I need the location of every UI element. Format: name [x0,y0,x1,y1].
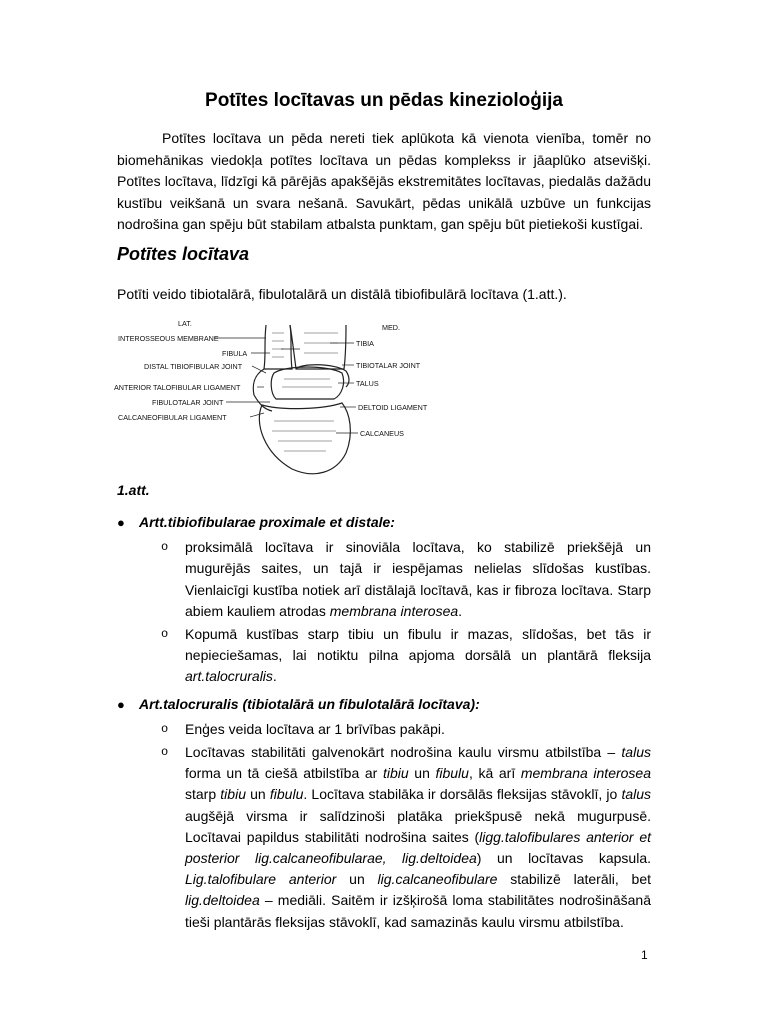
label-tibia: TIBIA [356,339,374,348]
text-run-italic: fibulu [435,765,469,782]
text-run-italic: lig.deltoidea [185,892,260,909]
list-heading: Artt.tibiofibularae proximale et distale: [139,514,395,530]
figure-caption: 1.att. [117,482,150,498]
ankle-anatomy-figure [114,313,428,478]
label-fibulotalar: FIBULOTALAR JOINT [152,398,224,407]
text-run-italic: lig.calcaneofibulare [377,871,498,888]
sub-bullet-icon: o [161,627,169,642]
text-run: un [336,871,378,888]
text-run-italic: talus [621,744,651,761]
sub-list-item [139,537,651,622]
text-run: . Locītava stabilāka ir dorsālās fleksijas stāvoklī, jo [303,786,622,803]
text-run: augšējā virsma ir salīdzinoši platāka priekšpusē nekā mugurpusē. Locītavai papildus stabilitāti nodrošina saites ( [185,807,651,845]
text-run-italic: tibiu [220,786,246,803]
intro-paragraph: Potītes locītava un pēda nereti tiek aplūkota kā vienota vienība, tomēr no biomehānikas viedokļa potītes locītava un pēdas komplekss ir jāaplūko atsevišķi. Potītes locītava, līdzīgi kā pārējās apakšējās ekstremitātes locītavas, piedalās dažādu kustību veikšanā un svara nešanā. Savukārt, pēdas unikālā uzbūve un funkcijas nodrošina gan spēju būt stabilam atbalsta punktam, gan spēju būt pietiekoši kustīgai. [117,130,651,232]
sub-list-item [139,624,651,688]
list-item [117,694,651,933]
text-run: , kā arī [468,765,521,782]
sub-bullet-icon: o [161,540,169,555]
text-run: . [272,668,277,685]
talus-shape [271,367,343,399]
text-run-italic: membrana interosea [520,765,651,782]
text-run-italic: Lig.talofibulare anterior [185,871,337,888]
sub-bullet-icon: o [161,721,169,736]
document-title: Potītes locītavas un pēdas kinezioloģija [205,90,563,111]
section-intro: Potīti veido tibiotalārā, fibulotalārā un distālā tibiofibulārā locītava (1.att.). [117,286,567,302]
label-med: MED. [382,323,400,332]
text-run-italic: art.talocruralis [185,668,273,685]
text-run-italic: ligg.talofibulares anterior et posterior lig.calcaneofibularae, lig.deltoidea [185,828,651,867]
section-heading: Potītes locītava [117,244,250,264]
text-run: un [408,765,436,782]
label-fibula: FIBULA [222,349,248,358]
bullet-list [117,512,651,939]
sub-list [139,719,651,933]
text-run-italic: talus [621,786,652,803]
ankle-diagram [114,313,428,478]
label-ant-talofib: ANTERIOR TALOFIBULAR LIGAMENT [114,383,241,392]
calcaneus-shape [259,403,350,474]
text-run: stabilizē laterāli, bet [497,871,652,888]
sub-bullet-icon: o [161,745,169,760]
text-run: – mediāli. Saitēm ir izšķirošā loma stabilitātes nodrošināšanā tieši plantārās fleksijas stāvoklī, kad samazinās kaulu virsmu atbilstība. [185,892,651,930]
sub-list-item [139,719,651,740]
label-deltoid: DELTOID LIGAMENT [358,403,428,412]
list-heading: Art.talocruralis (tibiotalārā un fibulotalārā locītava): [139,695,480,712]
list-item [117,512,651,688]
label-calcaneus: CALCANEUS [360,429,404,438]
text-run: ) un locītavas kapsula. [476,850,651,867]
text-run: Locītavas stabilitāti galvenokārt nodrošina kaulu virsmu atbilstība – [185,744,622,761]
text-run: Kopumā kustības starp tibiu un fibulu ir mazas, slīdošas, bet tās ir nepieciešamas, lai notiktu pilna apjoma dorsālā un plantārā fleksija [185,626,651,664]
text-run-italic: fibulu [269,786,304,803]
text-run: Enģes veida locītava ar 1 brīvības pakāpi. [185,720,445,737]
page-number: 1 [641,948,648,962]
label-interosseous: INTEROSSEOUS MEMBRANE [118,334,219,343]
text-run: proksimālā locītava ir sinoviāla locītava, ko stabilizē priekšējā un mugurējās saites, un tajā ir iespējamas nelielas slīdošas kustības. Vienlaicīgi kustība notiek arī distālajā locītavā, kas ir fibroza locītava. Starp abiem kauliem atrodas [185,539,651,619]
sub-list [139,537,651,687]
text-run-italic: tibiu [382,765,409,782]
label-tibiotalar: TIBIOTALAR JOINT [356,361,421,370]
bullet-icon: ● [117,515,125,530]
text-run-italic: membrana interosea [329,602,459,619]
label-calcaneofib: CALCANEOFIBULAR LIGAMENT [118,413,227,422]
label-distal-tf: DISTAL TIBIOFIBULAR JOINT [144,362,243,371]
text-run: . [458,602,463,619]
text-run: un [245,786,270,803]
fibula-shape [264,325,292,369]
tibia-shape [290,325,346,369]
text-run: starp [185,786,221,803]
sub-list-item [139,742,651,933]
text-run: forma un tā ciešā atbilstība ar [185,765,383,782]
bullet-icon: ● [117,696,125,712]
label-lat: LAT. [178,319,192,328]
label-talus: TALUS [356,379,379,388]
